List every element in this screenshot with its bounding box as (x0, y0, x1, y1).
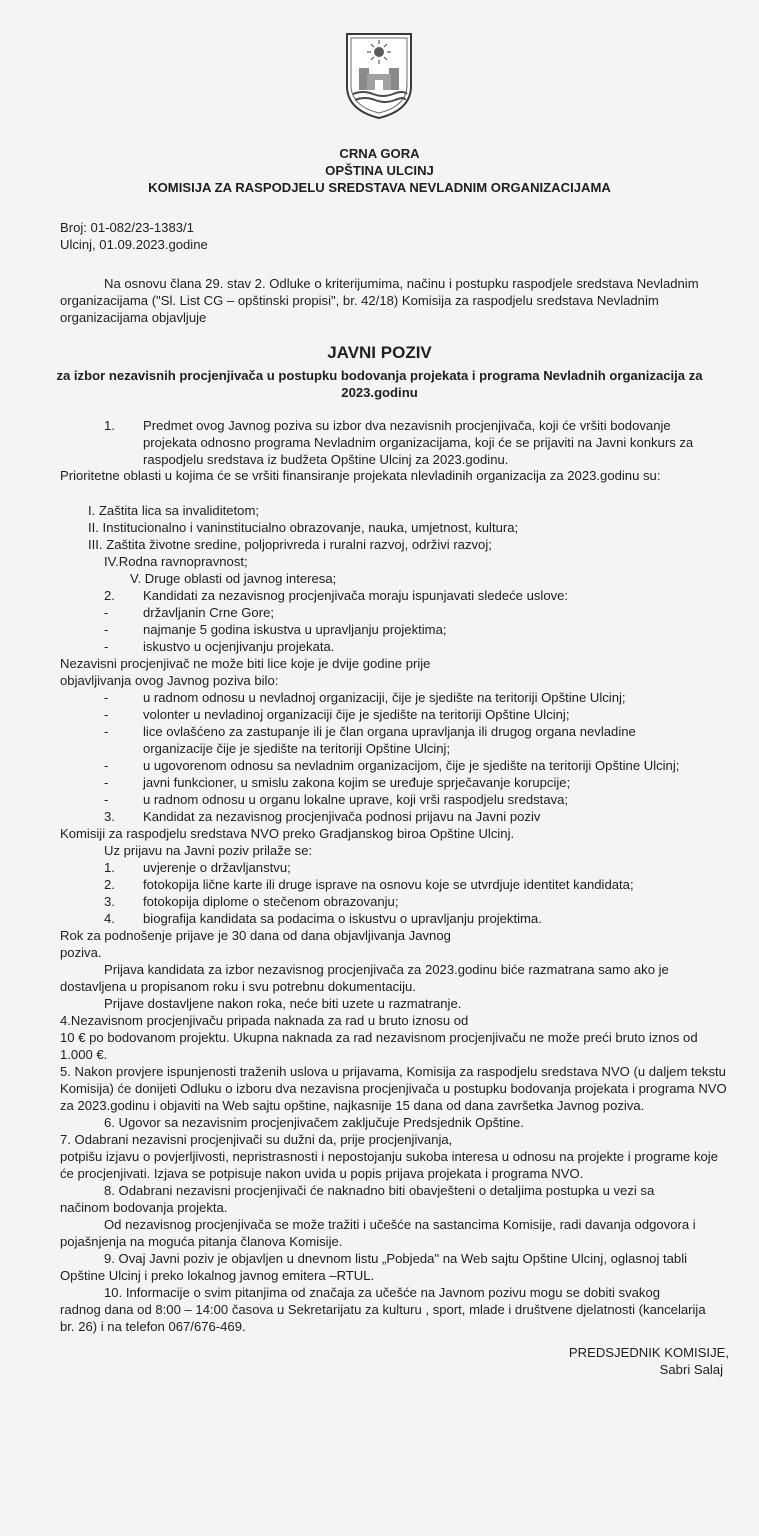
paragraph-line: poziva. (60, 945, 102, 960)
coat-of-arms-icon (343, 30, 415, 122)
paragraph-line: 5. Nakon provjere ispunjenosti traženih uslova u prijavama, Komisija za raspodjelu sredstava NVO (u daljem tekstu (60, 1064, 726, 1079)
paragraph-line: 8. Odabrani nezavisni procjenjivači će naknadno biti obavješteni o detaljima postupka u vezi sa (104, 1183, 655, 1198)
paragraph-line: pojašnjenja na moguća pitanja članova Komisije. (60, 1234, 343, 1249)
paragraph-line: projekata odnosno programa Nevladnim organizacijama, koji će se prijaviti na Javni konkurs za (143, 435, 694, 450)
attachment-item: fotokopija diplome o stečenom obrazovanju; (143, 894, 399, 909)
priority-item: I. Zaštita lica sa invaliditetom; (88, 503, 260, 518)
paragraph-line: raspodjelu sredstava iz budžeta Opštine Ulcinj za 2023.godinu. (143, 452, 509, 467)
dash-bullet: - (104, 690, 109, 705)
municipality-heading: OPŠTINA ULCINJ (325, 163, 434, 178)
attachment-number: 4. (104, 911, 115, 926)
document-subtitle: 2023.godinu (341, 385, 418, 400)
paragraph-line: Predmet ovog Javnog poziva su izbor dva nezavisnih procjenjivača, koji će vršiti bodovanje (143, 418, 671, 433)
attachment-number: 2. (104, 877, 115, 892)
exclusion-item: lice ovlašćeno za zastupanje ili je član organa upravljanja ili drugog organa nevladine (143, 724, 636, 739)
attachment-item: biografija kandidata sa podacima o iskustvu o upravljanju projektima. (143, 911, 542, 926)
commission-heading: KOMISIJA ZA RASPODJELU SREDSTAVA NEVLADNIM ORGANIZACIJAMA (148, 180, 611, 195)
paragraph-line: Kandidati za nezavisnog procjenjivača moraju ispunjavati sledeće uslove: (143, 588, 569, 603)
paragraph-line: će procjenjivati. Izjava se potpisuje nakon uvida u popis prijava projekata i programa NVO. (60, 1166, 584, 1181)
attachment-item: uvjerenje o državljanstvu; (143, 860, 291, 875)
paragraph-line: Opštine Ulcinj i preko lokalnog javnog emitera –RTUL. (60, 1268, 375, 1283)
dash-bullet: - (104, 758, 109, 773)
paragraph-line: 10. Informacije o svim pitanjima od značaja za učešće na Javnom pozivu mogu se dobiti svakog (104, 1285, 661, 1300)
dash-bullet: - (104, 639, 109, 654)
priority-item: IV.Rodna ravnopravnost; (104, 554, 248, 569)
condition-item: najmanje 5 godina iskustva u upravljanju projektima; (143, 622, 447, 637)
point-number: 3. (104, 809, 115, 824)
paragraph-line: potpišu izjavu o povjerljivosti, nepristrasnosti i nepostojanju sukoba interesa u odnosu na projekte i programe koje (60, 1149, 718, 1164)
signature-role: PREDSJEDNIK KOMISIJE, (568, 1345, 729, 1360)
exclusion-item: javni funkcioner, u smislu zakona kojim se uređuje sprječavanje korupcije; (143, 775, 571, 790)
paragraph-line: dostavljena u propisanom roku i svu potrebnu dokumentaciju. (60, 979, 416, 994)
attachment-number: 1. (104, 860, 115, 875)
point-number: 2. (104, 588, 115, 603)
paragraph-line: objavljivanja ovog Javnog poziva bilo: (60, 673, 279, 688)
dash-bullet: - (104, 724, 109, 739)
paragraph-line: za 2023.godinu i objaviti na Web sajtu opštine, najkasnije 15 dana od dana završetka Javnog poziva. (60, 1098, 645, 1113)
paragraph-line: načinom bodovanja projekta. (60, 1200, 228, 1215)
paragraph-line: 9. Ovaj Javni poziv je objavljen u dnevnom listu „Pobjeda" na Web sajtu Opštine Ulcinj, oglasnoj tabli (104, 1251, 688, 1266)
exclusion-item: u ugovorenom odnosu sa nevladnim organizacijom, čije je sjedište na teritoriji Opštine Ulcinj; (143, 758, 680, 773)
exclusion-item: organizacije čije je sjedište na teritoriji Opštine Ulcinj; (143, 741, 451, 756)
attachment-item: fotokopija lične karte ili druge isprave na osnovu koje se utvrdjuje identitet kandidata; (143, 877, 634, 892)
dash-bullet: - (104, 707, 109, 722)
dash-bullet: - (104, 605, 109, 620)
paragraph-line: 4.Nezavisnom procjenjivaču pripada naknada za rad u bruto iznosu od (60, 1013, 469, 1028)
paragraph-line: Rok za podnošenje prijave je 30 dana od dana objavljivanja Javnog (60, 928, 451, 943)
paragraph-line: Komisija) će donijeti Odluku o izboru dva nezavisna procjenjivača u postupku bodovanja projekata i programa NVO (60, 1081, 727, 1096)
country-heading: CRNA GORA (339, 146, 420, 161)
priority-item: II. Institucionalno i vaninstitucialno obrazovanje, nauka, umjetnost, kultura; (88, 520, 519, 535)
exclusion-item: u radnom odnosu u organu lokalne uprave, koji vrši raspodjelu sredstava; (143, 792, 569, 807)
document-date: Ulcinj, 01.09.2023.godine (60, 237, 208, 252)
priorities-intro: Prioritetne oblasti u kojima će se vršiti finansiranje projekata nlevladinih organizacija za 2023.godinu su: (60, 468, 661, 483)
intro-line: organizacijama objavljuje (60, 310, 207, 325)
dash-bullet: - (104, 792, 109, 807)
paragraph-line: 1.000 €. (60, 1047, 108, 1062)
paragraph-line: Uz prijavu na Javni poziv prilaže se: (104, 843, 313, 858)
paragraph-line: 6. Ugovor sa nezavisnim procjenjivačem zaključuje Predsjednik Opštine. (104, 1115, 524, 1130)
intro-line: Na osnovu člana 29. stav 2. Odluke o kriterijumima, načinu i postupku raspodjele sredstava Nevladnim (104, 276, 699, 291)
document-title: JAVNI POZIV (327, 343, 432, 362)
paragraph-line: 7. Odabrani nezavisni procjenjivači su dužni da, prije procjenjivanja, (60, 1132, 453, 1147)
dash-bullet: - (104, 622, 109, 637)
condition-item: iskustvo u ocjenjivanju projekata. (143, 639, 335, 654)
exclusion-item: u radnom odnosu u nevladnoj organizaciji, čije je sjedište na teritoriji Opštine Ulcinj; (143, 690, 626, 705)
paragraph-line: Prijave dostavljene nakon roka, neće biti uzete u razmatranje. (104, 996, 462, 1011)
paragraph-line: Komisiji za raspodjelu sredstava NVO preko Gradjanskog biroa Opštine Ulcinj. (60, 826, 515, 841)
paragraph-line: Od nezavisnog procjenjivača se može tražiti i učešće na sastancima Komisije, radi davanja odgovora i (104, 1217, 696, 1232)
paragraph-line: radnog dana od 8:00 – 14:00 časova u Sekretarijatu za kulturu , sport, mlade i društvene djelatnosti (kancelarija (60, 1302, 706, 1317)
document-number: Broj: 01-082/23-1383/1 (60, 220, 194, 235)
paragraph-line: Kandidat za nezavisnog procjenjivača podnosi prijavu na Javni poziv (143, 809, 541, 824)
paragraph-line: Nezavisni procjenjivač ne može biti lice koje je dvije godine prije (60, 656, 431, 671)
dash-bullet: - (104, 775, 109, 790)
document-subtitle: za izbor nezavisnih procjenjivača u postupku bodovanja projekata i programa Nevladnih organizacija za (56, 368, 703, 383)
signature-name: Sabri Salaj (659, 1362, 723, 1377)
priority-item: V. Druge oblasti od javnog interesa; (130, 571, 337, 586)
paragraph-line: Prijava kandidata za izbor nezavisnog procjenjivača za 2023.godinu biće razmatrana samo ako je (104, 962, 669, 977)
paragraph-line: br. 26) i na telefon 067/676-469. (60, 1319, 246, 1334)
priority-item: III. Zaštita životne sredine, poljoprivreda i ruralni razvoj, održivi razvoj; (88, 537, 492, 552)
paragraph-line: 10 € po bodovanom projektu. Ukupna naknada za rad nezavisnom procjenjivaču ne može preći bruto iznos od (60, 1030, 698, 1045)
attachment-number: 3. (104, 894, 115, 909)
point-number: 1. (104, 418, 115, 433)
intro-line: organizacijama ("Sl. List CG – opštinski propisi", br. 42/18) Komisija za raspodjelu sredstava Nevladnim (60, 293, 659, 308)
exclusion-item: volonter u nevladinoj organizaciji čije je sjedište na teritoriji Opštine Ulcinj; (143, 707, 570, 722)
condition-item: državljanin Crne Gore; (143, 605, 274, 620)
